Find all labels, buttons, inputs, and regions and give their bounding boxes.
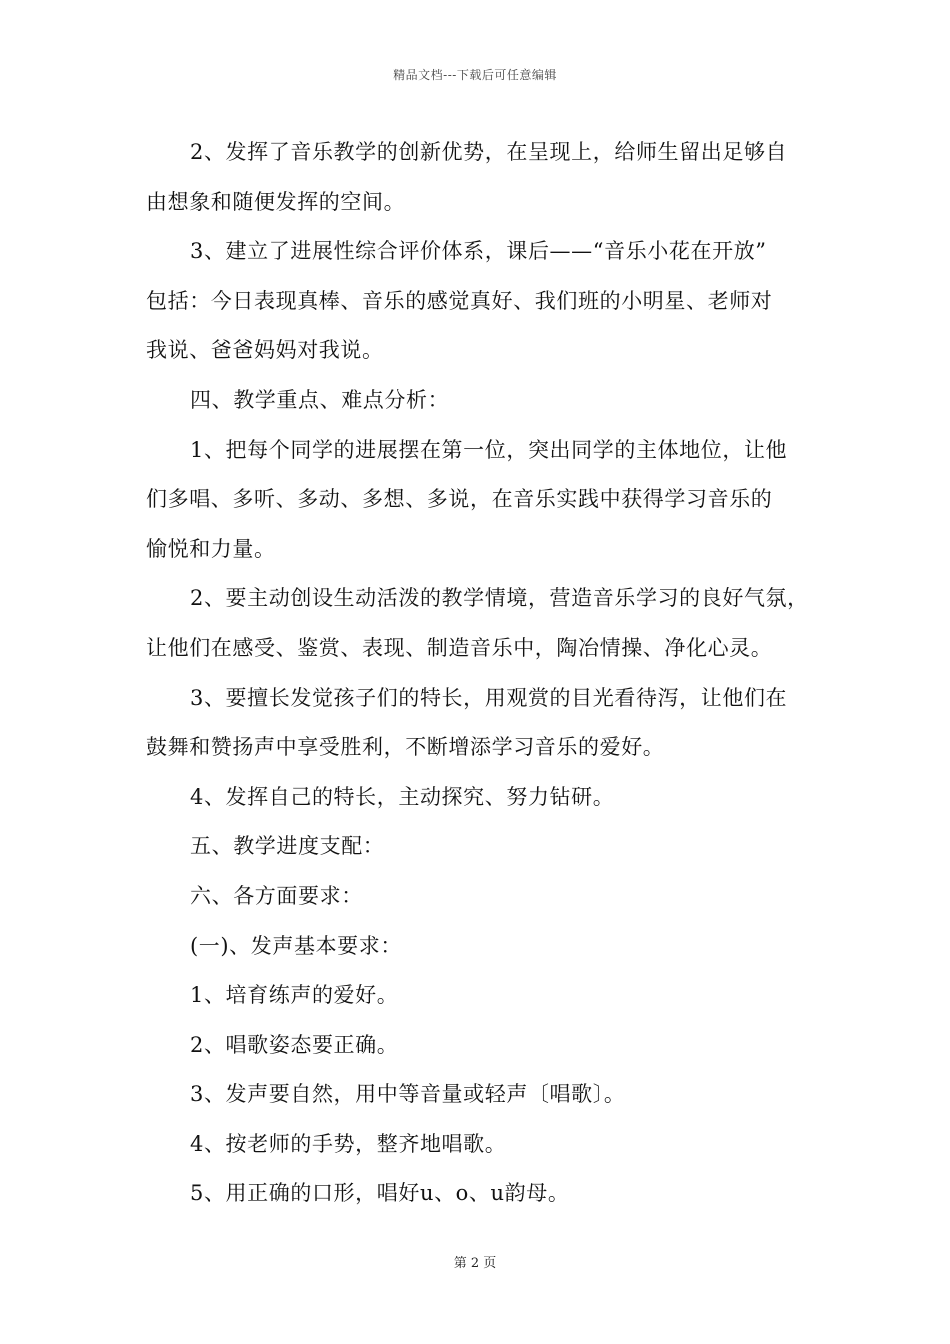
text-line: 们多唱、多听、多动、多想、多说，在音乐实践中获得学习音乐的 (146, 487, 773, 512)
text-line: 六、各方面要求： (190, 883, 363, 908)
text-line: 5、用正确的口形，唱好u、o、u韵母。 (190, 1181, 570, 1206)
document-body (146, 128, 810, 1219)
text-line: 我说、爸爸妈妈对我说。 (146, 338, 384, 363)
page-number: 第 2 页 (453, 1256, 497, 1271)
text-line: 3、要擅长发觉孩子们的特长，用观赏的目光看待泻，让他们在 (190, 685, 788, 710)
text-line: 四、教学重点、难点分析： (190, 387, 450, 412)
text-line: 4、发挥自己的特长，主动探究、努力钻研。 (190, 784, 615, 809)
text-line: 五、教学进度支配： (190, 834, 385, 859)
text-line: 3、发声要自然，用中等音量或轻声〔唱歌〕。 (190, 1082, 626, 1107)
text-line: 3、建立了进展性综合评价体系，课后——“音乐小花在开放” (190, 239, 767, 264)
text-line: 愉悦和力量。 (146, 536, 276, 561)
text-line: 由想象和随便发挥的空间。 (146, 189, 406, 214)
text-line: 2、唱歌姿态要正确。 (190, 1032, 399, 1057)
text-line: 2、发挥了音乐教学的创新优势，在呈现上，给师生留出足够自 (190, 140, 788, 164)
text-line: 1、培育练声的爱好。 (190, 983, 399, 1008)
text-line: 1、把每个同学的进展摆在第一位，突出同学的主体地位，让他 (190, 437, 788, 462)
text-line: 2、要主动创设生动活泼的教学情境，营造音乐学习的良好气氛， (190, 586, 809, 611)
page-header: 精品文档---下载后可任意编辑 (393, 68, 557, 82)
text-line: 鼓舞和赞扬声中享受胜利，不断增添学习音乐的爱好。 (146, 735, 665, 760)
text-line: (一)、发声基本要求： (190, 933, 402, 958)
text-line: 包括：今日表现真棒、音乐的感觉真好、我们班的小明星、老师对 (146, 288, 773, 313)
text-line: 4、按老师的手势，整齐地唱歌。 (190, 1131, 507, 1156)
text-line: 让他们在感受、鉴赏、表现、制造音乐中，陶冶情操、净化心灵。 (146, 635, 773, 660)
